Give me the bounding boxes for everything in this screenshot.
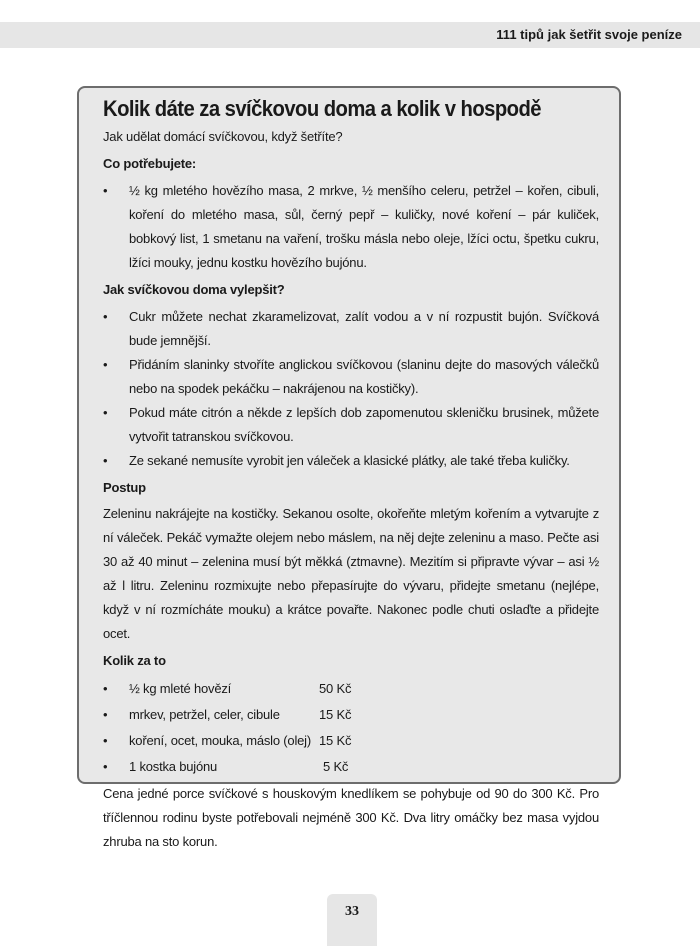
conclusion-text: Cena jedné porce svíčkové s houskovým knedlíkem se pohybuje od 90 do 300 Kč. Pro tříčlennou rodinu byste potřebovali nejméně 300 Kč. Dva litry omáčky bez masa vyjdou zhruba na sto korun. [103, 786, 599, 849]
bullet: • [103, 183, 108, 198]
ingredients-heading: Co potřebujete: [103, 156, 197, 171]
ingredients-list [103, 179, 599, 275]
bullet: • [103, 707, 108, 722]
cost-item: • mrkev, petržel, celer, cibule 15 Kč [103, 702, 599, 728]
list-item: • Ze sekané nemusíte vyrobit jen váleček a klasické plátky, ale také třeba kuličky. [103, 449, 599, 473]
price: 15 Kč [319, 733, 352, 748]
bullet: • [103, 405, 108, 420]
article-box [77, 86, 621, 849]
article-subtitle: Jak udělat domácí svíčkovou, když šetříte? [103, 129, 343, 144]
list-item: • Cukr můžete nechat zkaramelizovat, zalít vodou a v ní rozpustit bujón. Svíčková bude jemnější. [103, 305, 599, 353]
bullet: • [103, 453, 108, 468]
bullet: • [103, 733, 108, 748]
tips-list [103, 305, 599, 473]
bullet: • [103, 681, 108, 696]
page-number-tab [327, 894, 377, 946]
cost-item: • 1 kostka bujónu 5 Kč [103, 754, 599, 780]
bullet: • [103, 309, 108, 324]
cost-list [103, 676, 599, 780]
list-item: • Přidáním slaninky stvoříte anglickou svíčkovou (slaninu dejte do masových válečků nebo na spodek pekáčku – nakrájenou na kostičky). [103, 353, 599, 401]
price: 50 Kč [319, 681, 352, 696]
bullet: • [103, 759, 108, 774]
price: 5 Kč [323, 759, 349, 774]
price: 15 Kč [319, 707, 352, 722]
list-item: • ½ kg mletého hovězího masa, 2 mrkve, ½ menšího celeru, petržel – kořen, cibuli, koření do mletého masa, sůl, černý pepř – kuličky, nové koření – pár kuliček, bobkový list, 1 smetanu na vaření, trošku másla nebo oleje, lžíci octu, špetku cukru, lžíci mouky, jednu kostku hovězího bujónu. [103, 179, 599, 275]
running-header [0, 22, 700, 48]
cost-item: • koření, ocet, mouka, máslo (olej) 15 Kč [103, 728, 599, 754]
bullet: • [103, 357, 108, 372]
procedure-heading: Postup [103, 480, 146, 495]
list-item: • Pokud máte citrón a někde z lepších dob zapomenutou skleničku brusinek, můžete vytvořit tatranskou svíčkovou. [103, 401, 599, 449]
book-title: 111 tipů jak šetřit svoje peníze [496, 27, 682, 42]
cost-heading: Kolik za to [103, 653, 166, 668]
tips-heading: Jak svíčkovou doma vylepšit? [103, 282, 285, 297]
cost-item: • ½ kg mleté hovězí 50 Kč [103, 676, 599, 702]
page-number: 33 [345, 904, 359, 919]
article-title: Kolik dáte za svíčkovou doma a kolik v hospodě [103, 96, 542, 121]
procedure-text: Zeleninu nakrájejte na kostičky. Sekanou osolte, okořeňte mletým kořením a vytvarujte z ní váleček. Pekáč vymažte olejem nebo máslem, na něj dejte zeleninu a maso. Pečte asi 30 až 40 minut – zelenina musí být měkká (ztmavne). Mezitím si připravte vývar – asi ½ až l litru. Zeleninu rozmixujte nebo přepasírujte do vývaru, přidejte smetanu (nejlépe, když v ní rozmícháte mouku) a krátce povařte. Nakonec podle chuti oslaďte a přidejte ocet. [103, 506, 599, 641]
